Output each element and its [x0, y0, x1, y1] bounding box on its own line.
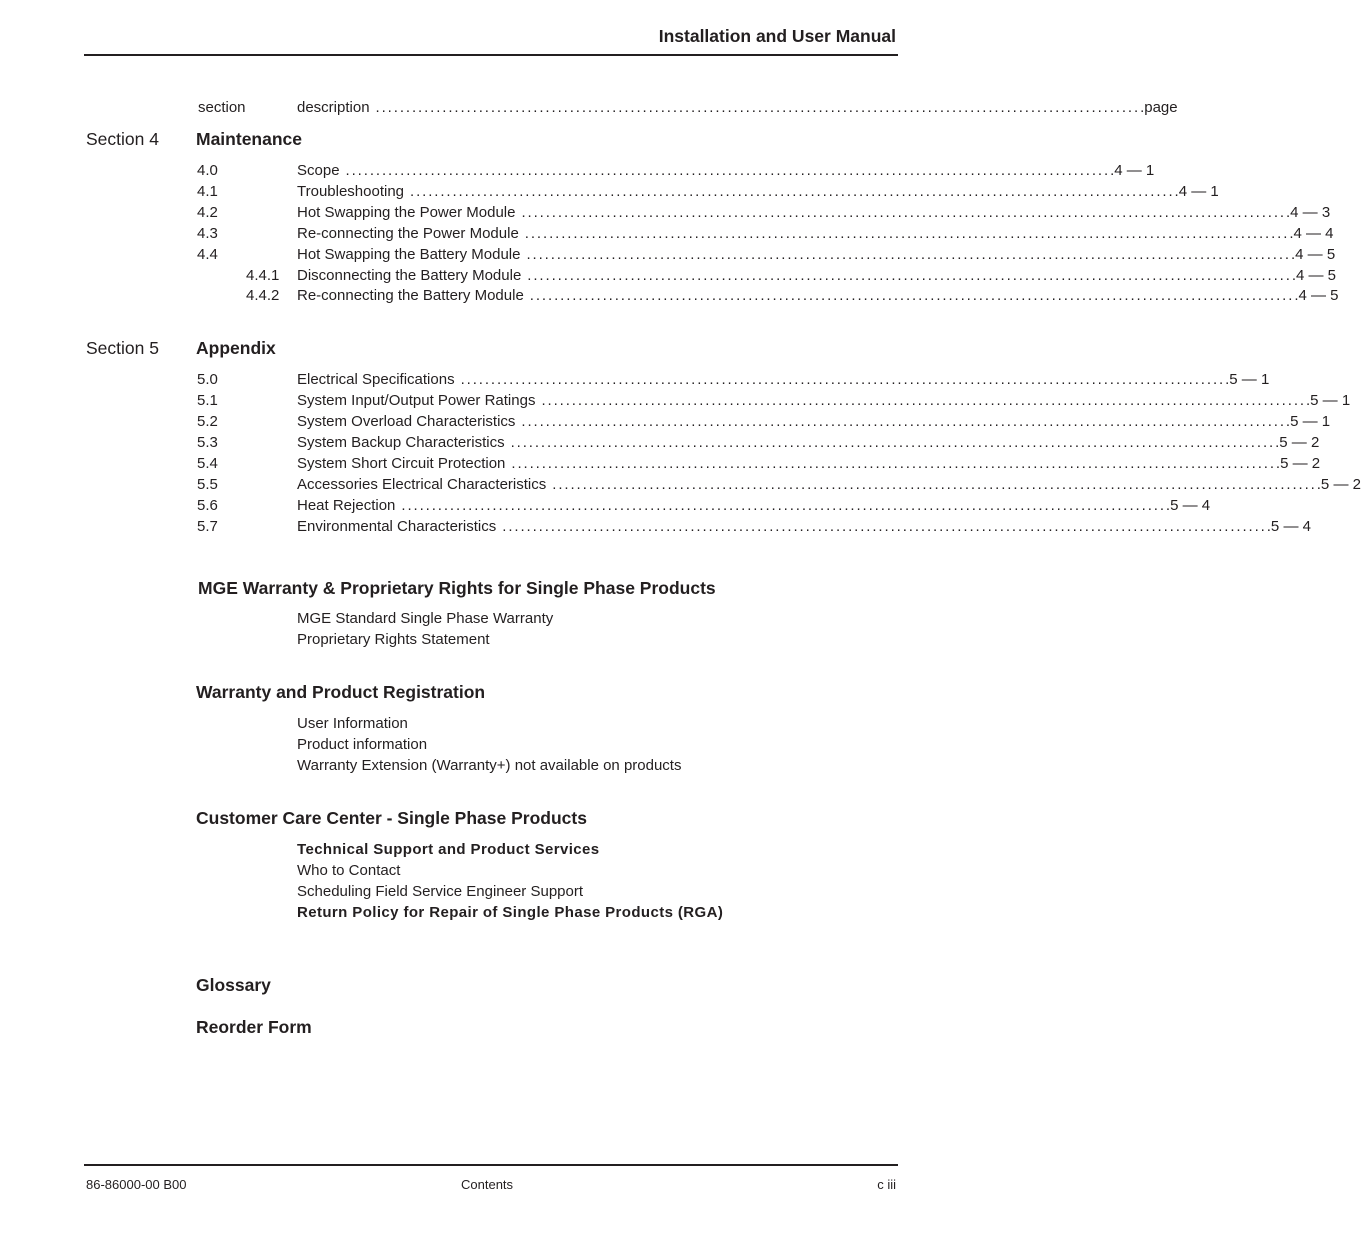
dot-leader: .............................................................................................................................. — [460, 371, 1226, 388]
toc-entry-page: .4 — 5 — [1294, 287, 1339, 304]
customer-care-item[interactable]: Scheduling Field Service Engineer Support — [297, 883, 584, 900]
glossary-title[interactable]: Glossary — [196, 975, 271, 995]
toc-entry-number: 4.3 — [197, 225, 218, 242]
toc-entry[interactable] — [297, 476, 1361, 494]
toc-entry-number: 5.3 — [197, 434, 218, 451]
toc-entry-description: Re-connecting the Battery Module — [297, 287, 524, 304]
dot-leader: .............................................................................................................................. — [526, 246, 1291, 263]
toc-entry-page: .5 — 1 — [1285, 413, 1331, 430]
column-heading-section: section — [198, 99, 246, 116]
toc-entry-description: System Input/Output Power Ratings — [297, 392, 536, 409]
warranty-item[interactable]: MGE Standard Single Phase Warranty — [297, 610, 554, 627]
toc-entry-page: .4 — 5 — [1291, 267, 1336, 284]
registration-title[interactable]: Warranty and Product Registration — [196, 682, 486, 702]
reorder-form-title[interactable]: Reorder Form — [196, 1017, 312, 1037]
page-header-title: Installation and User Manual — [658, 26, 896, 46]
toc-entry[interactable] — [297, 287, 1339, 305]
toc-entry-page: .4 — 1 — [1174, 183, 1219, 200]
toc-entry-number: 4.1 — [197, 183, 218, 200]
toc-entry[interactable] — [297, 518, 1311, 536]
toc-entry-description: Heat Rejection — [297, 497, 396, 514]
toc-entry-number: 5.4 — [197, 455, 218, 472]
toc-entry-description: Re-connecting the Power Module — [297, 225, 519, 242]
toc-entry-number: 5.5 — [197, 476, 218, 493]
toc-entry[interactable] — [297, 455, 1321, 473]
dot-leader: .............................................................................................................................. — [511, 455, 1276, 472]
column-heading-page: .page — [1140, 99, 1178, 116]
footer-page-number: c iii — [877, 1177, 896, 1192]
header-rule — [84, 54, 898, 56]
toc-entry-page: .5 — 1 — [1225, 371, 1270, 388]
toc-entry[interactable] — [297, 267, 1336, 285]
toc-entry-page: .5 — 2 — [1275, 455, 1321, 472]
toc-entry-page: .5 — 2 — [1275, 434, 1320, 451]
toc-entry[interactable] — [297, 413, 1331, 431]
section-5-label: Section 5 — [86, 338, 159, 358]
toc-entry[interactable] — [297, 225, 1334, 243]
section-5-title: Appendix — [196, 338, 276, 358]
toc-entry[interactable] — [297, 392, 1351, 410]
dot-leader: .............................................................................................................................. — [510, 434, 1276, 451]
toc-entry-number: 4.4.1 — [246, 267, 280, 284]
toc-entry-description: Electrical Specifications — [297, 371, 455, 388]
toc-entry[interactable] — [297, 497, 1211, 515]
dot-leader: .............................................................................................................................. — [524, 225, 1290, 242]
footer-center-label: Contents — [461, 1177, 514, 1192]
customer-care-item[interactable]: Who to Contact — [297, 862, 401, 879]
footer-rule — [84, 1164, 898, 1166]
toc-entry-description: Accessories Electrical Characteristics — [297, 476, 547, 493]
toc-entry-description: Environmental Characteristics — [297, 518, 497, 535]
toc-entry[interactable] — [297, 434, 1320, 452]
toc-entry-description: Troubleshooting — [297, 183, 405, 200]
toc-entry-description: System Short Circuit Protection — [297, 455, 506, 472]
toc-entry-description: Scope — [297, 162, 340, 179]
toc-entry-description: Hot Swapping the Power Module — [297, 204, 516, 221]
toc-entry-description: System Backup Characteristics — [297, 434, 505, 451]
toc-entry-page: .4 — 3 — [1285, 204, 1331, 221]
customer-care-title[interactable]: Customer Care Center - Single Phase Products — [196, 808, 587, 828]
toc-entry-number: 4.2 — [197, 204, 218, 221]
toc-entry-description: Disconnecting the Battery Module — [297, 267, 522, 284]
toc-entry-number: 5.1 — [197, 392, 218, 409]
dot-leader: .............................................................................................................................. — [345, 162, 1111, 179]
column-heading-description: description — [297, 99, 370, 116]
toc-entry[interactable] — [297, 371, 1270, 389]
toc-entry-page: .5 — 4 — [1165, 497, 1211, 514]
toc-entry-page: .5 — 4 — [1266, 518, 1311, 535]
dot-leader: .............................................................................................................................. — [521, 204, 1286, 221]
registration-item[interactable]: Product information — [297, 736, 428, 753]
toc-entry-page: .4 — 4 — [1289, 225, 1334, 242]
toc-entry-page: .5 — 1 — [1305, 392, 1351, 409]
dot-leader: .............................................................................................................................. — [521, 413, 1286, 430]
warranty-title[interactable]: MGE Warranty & Proprietary Rights for Single Phase Products — [198, 578, 716, 598]
dot-leader: .............................................................................................................................. — [527, 267, 1292, 284]
column-heading-row — [297, 99, 1178, 117]
toc-entry[interactable] — [297, 246, 1336, 264]
toc-entry-number: 4.4 — [197, 246, 218, 263]
toc-entry-page: .5 — 2 — [1316, 476, 1361, 493]
footer-doc-number: 86-86000-00 B00 — [86, 1177, 187, 1192]
section-4-label: Section 4 — [86, 129, 159, 149]
registration-item[interactable]: User Information — [297, 715, 408, 732]
dot-leader: .............................................................................................................................. — [401, 497, 1166, 514]
toc-entry-page: .4 — 1 — [1110, 162, 1155, 179]
section-4-title: Maintenance — [196, 129, 302, 149]
registration-item[interactable]: Warranty Extension (Warranty+) not available on products — [297, 757, 682, 774]
dot-leader: .............................................................................................................................. — [529, 287, 1295, 304]
toc-entry-number: 5.2 — [197, 413, 218, 430]
dot-leader: .............................................................................................................................. — [410, 183, 1175, 200]
dot-leader: .............................................................................................................................. — [552, 476, 1317, 493]
toc-entry-description: System Overload Characteristics — [297, 413, 516, 430]
toc-entry-page: .4 — 5 — [1290, 246, 1336, 263]
dot-leader: .............................................................................................................................. — [375, 99, 1141, 116]
toc-entry-number: 5.6 — [197, 497, 218, 514]
toc-entry[interactable] — [297, 204, 1331, 222]
toc-entry-description: Hot Swapping the Battery Module — [297, 246, 521, 263]
toc-entry-number: 4.4.2 — [246, 287, 280, 304]
dot-leader: .............................................................................................................................. — [541, 392, 1306, 409]
customer-care-item[interactable]: Return Policy for Repair of Single Phase Products (RGA) — [297, 904, 724, 921]
dot-leader: .............................................................................................................................. — [502, 518, 1267, 535]
toc-entry-number: 5.7 — [197, 518, 218, 535]
toc-entry[interactable] — [297, 183, 1219, 201]
toc-entry-number: 4.0 — [197, 162, 218, 179]
toc-entry[interactable] — [297, 162, 1155, 180]
warranty-item[interactable]: Proprietary Rights Statement — [297, 631, 490, 648]
customer-care-item[interactable]: Technical Support and Product Services — [297, 841, 600, 858]
toc-entry-number: 5.0 — [197, 371, 218, 388]
